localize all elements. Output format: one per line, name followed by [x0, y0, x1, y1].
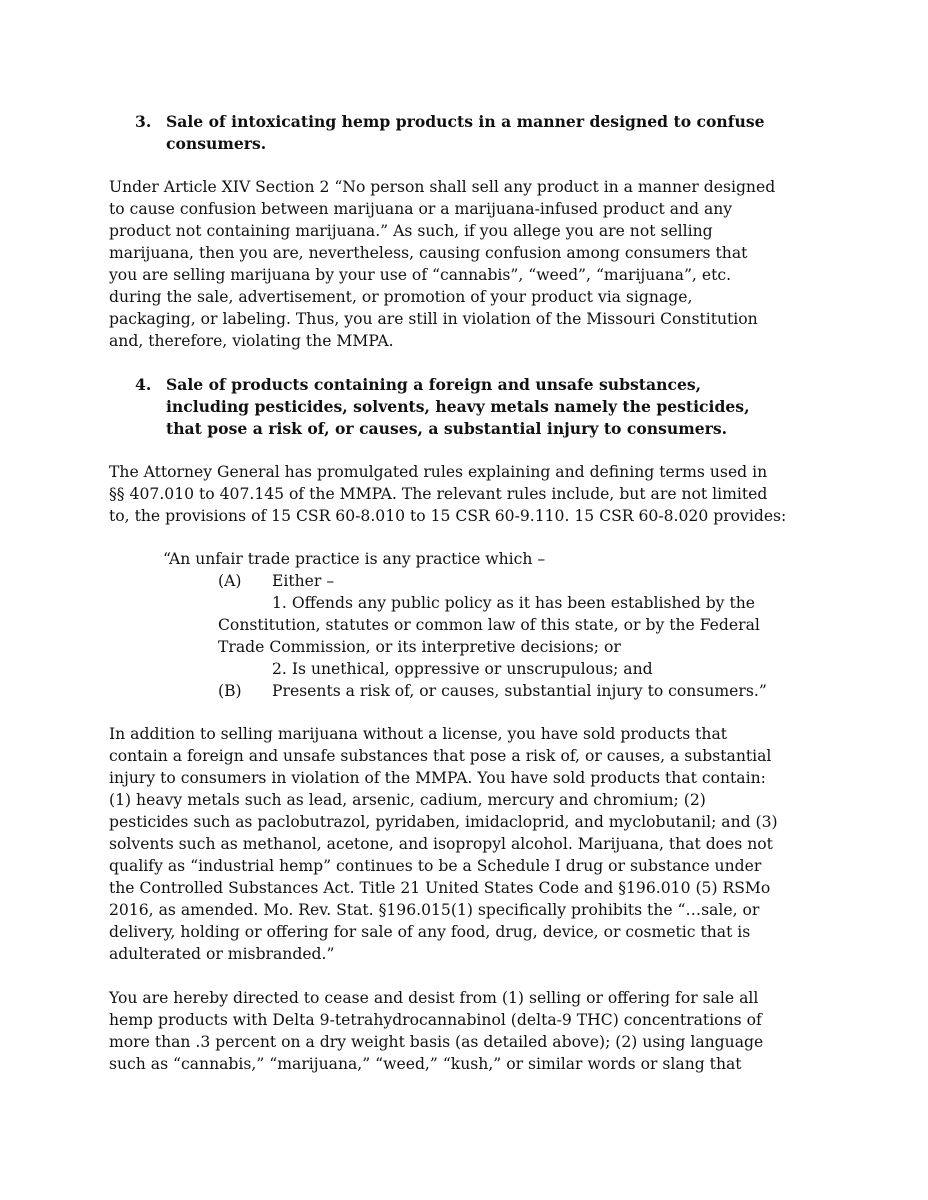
addition-paragraph-line: (1) heavy metals such as lead, arsenic, cadium, mercury and chromium; (2) — [109, 791, 706, 809]
section-4-number: 4. — [135, 375, 152, 394]
quote-item-1-line: 1. Offends any public policy as it has been established by the — [272, 594, 755, 612]
directive-paragraph-line: hemp products with Delta 9-tetrahydrocannabinol (delta-9 THC) concentrations of — [109, 1011, 762, 1029]
directive-paragraph-line: such as “cannabis,” “marijuana,” “weed,” “kush,” or similar words or slang that — [109, 1055, 742, 1073]
section-3-paragraph-line: product not containing marijuana.” As such, if you allege you are not selling — [109, 222, 713, 240]
section-3-paragraph-line: you are selling marijuana by your use of “cannabis”, “weed”, “marijuana”, etc. — [109, 266, 732, 284]
quote-item-2: 2. Is unethical, oppressive or unscrupulous; and — [272, 660, 653, 678]
section-4-paragraph-line: The Attorney General has promulgated rules explaining and defining terms used in — [109, 463, 768, 481]
addition-paragraph-line: adulterated or misbranded.” — [109, 945, 335, 963]
section-3-paragraph-line: packaging, or labeling. Thus, you are still in violation of the Missouri Constitution — [109, 310, 758, 328]
quote-intro: “An unfair trade practice is any practice which – — [163, 550, 546, 568]
section-3-paragraph-line: marijuana, then you are, nevertheless, causing confusion among consumers that — [109, 244, 748, 262]
addition-paragraph-line: pesticides such as paclobutrazol, pyridaben, imidacloprid, and myclobutanil; and (3) — [109, 813, 778, 831]
section-4-heading-line-3: that pose a risk of, or causes, a substantial injury to consumers. — [166, 419, 728, 438]
addition-paragraph-line: contain a foreign and unsafe substances that pose a risk of, or causes, a substantial — [109, 747, 772, 765]
section-3-heading-line-2: consumers. — [166, 134, 267, 153]
section-4-heading-line-1: Sale of products containing a foreign and unsafe substances, — [166, 375, 702, 394]
addition-paragraph-line: qualify as “industrial hemp” continues to be a Schedule I drug or substance under — [109, 857, 762, 875]
section-3-paragraph-line: Under Article XIV Section 2 “No person shall sell any product in a manner designed — [109, 178, 776, 196]
addition-paragraph-line: solvents such as methanol, acetone, and isopropyl alcohol. Marijuana, that does not — [109, 835, 773, 853]
quote-a-label: (A) — [218, 572, 242, 590]
section-3-paragraph-line: and, therefore, violating the MMPA. — [109, 332, 394, 350]
directive-paragraph-line: more than .3 percent on a dry weight basis (as detailed above); (2) using language — [109, 1033, 764, 1051]
addition-paragraph-line: the Controlled Substances Act. Title 21 United States Code and §196.010 (5) RSMo — [109, 879, 771, 897]
addition-paragraph-line: delivery, holding or offering for sale of any food, drug, device, or cosmetic that is — [109, 923, 751, 941]
section-3-paragraph-line: to cause confusion between marijuana or a marijuana-infused product and any — [109, 200, 733, 218]
section-3-paragraph-line: during the sale, advertisement, or promotion of your product via signage, — [109, 288, 693, 306]
section-3-heading-line-1: Sale of intoxicating hemp products in a manner designed to confuse — [166, 112, 765, 131]
addition-paragraph-line: injury to consumers in violation of the MMPA. You have sold products that contain: — [109, 769, 766, 787]
directive-paragraph-line: You are hereby directed to cease and desist from (1) selling or offering for sale all — [109, 989, 759, 1007]
section-4-paragraph-line: §§ 407.010 to 407.145 of the MMPA. The relevant rules include, but are not limited — [109, 485, 768, 503]
quote-b-label: (B) — [218, 682, 242, 700]
section-3-number: 3. — [135, 112, 152, 131]
addition-paragraph-line: In addition to selling marijuana without a license, you have sold products that — [109, 725, 728, 743]
quote-b-text: Presents a risk of, or causes, substantial injury to consumers.” — [272, 682, 767, 700]
addition-paragraph-line: 2016, as amended. Mo. Rev. Stat. §196.015(1) specifically prohibits the “…sale, or — [109, 901, 760, 919]
quote-item-1-line: Trade Commission, or its interpretive decisions; or — [218, 638, 621, 656]
section-4-paragraph-line: to, the provisions of 15 CSR 60-8.010 to 15 CSR 60-9.110. 15 CSR 60-8.020 provides: — [109, 507, 787, 525]
quote-item-1-line: Constitution, statutes or common law of this state, or by the Federal — [218, 616, 760, 634]
quote-a-text: Either – — [272, 572, 335, 590]
section-4-heading-line-2: including pesticides, solvents, heavy metals namely the pesticides, — [166, 397, 750, 416]
